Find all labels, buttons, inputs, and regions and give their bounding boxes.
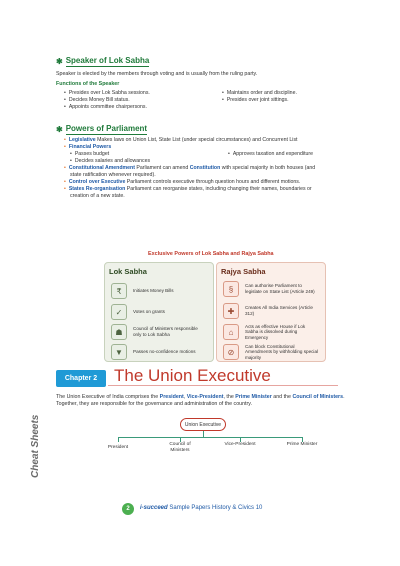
list-item: • States Re-organisation Parliament can reorganise states, including changing their names, boundaries or [64, 186, 312, 192]
block-icon: ⊘ [223, 344, 239, 360]
financial-sublist [64, 151, 364, 165]
chapter-intro: The Union Executive of India comprises the President, Vice-President, the Prime Minister and the Council of Ministers. Together, they are responsible for the governance and administration of the country. [56, 394, 345, 407]
const-continuation: state ratification whenever required). [70, 172, 156, 178]
star-icon: ✱ [56, 57, 63, 66]
chapter-badge: Chapter 2 [56, 370, 106, 387]
chapter-title: The Union Executive [114, 366, 271, 385]
list-item: • Decides salaries and allowances [70, 158, 151, 164]
section-heading-powers: ✱ Powers of Parliament [56, 124, 148, 134]
list-item: • Approves taxation and expenditure [228, 151, 314, 157]
list-item: • Financial Powers [64, 144, 112, 150]
rajya-card-2: ✚ Creates All India Services (Article 312) [219, 300, 323, 322]
list-item: • Maintains order and discipline. [222, 90, 297, 96]
org-child-president: President [107, 445, 129, 450]
org-root: Union Executive [180, 418, 226, 431]
list-item: • Presides over joint sittings. [222, 97, 289, 103]
org-child-vice-president: Vice-President [224, 442, 256, 447]
rajya-sabha-panel [216, 262, 326, 362]
footer-title: i-succeed Sample Papers History & Civics 10 [140, 505, 263, 511]
comparison-title: Exclusive Powers of Lok Sabha and Rajya Sabha [148, 251, 274, 257]
org-branch-line [118, 437, 302, 438]
list-item: • Presides over Lok Sabha sessions. [64, 90, 150, 96]
lok-card-4: ▼ Passes no-confidence motions [107, 341, 211, 363]
side-label: Cheat Sheets [30, 414, 41, 478]
speaker-intro: Speaker is elected by the members through voting and is usually from the ruling party. [56, 71, 258, 77]
vote-icon: ✓ [111, 304, 127, 320]
rajya-sabha-title: Rajya Sabha [221, 267, 266, 276]
rajya-card-1: § Can authorise Parliament to legislate on State List (Article 249) [219, 278, 323, 300]
rajya-card-3: ⌂ Acts as effective House if Lok Sabha is dissolved during Emergency [219, 321, 323, 343]
law-icon: § [223, 281, 239, 297]
list-item: • Constitutional Amendment Parliament can amend Constitution with special majority in both houses (and [64, 165, 316, 171]
list-item: • Appoints committee chairpersons. [64, 104, 147, 110]
org-child-prime-minister: Prime Minister [286, 442, 318, 447]
functions-left-list [64, 90, 150, 111]
functions-title: Functions of the Speaker [56, 81, 120, 87]
lok-card-3: ☗ Council of Ministers responsible only to Lok Sabha [107, 321, 211, 343]
services-icon: ✚ [223, 303, 239, 319]
list-item: • Passes budget [70, 151, 110, 157]
thumbs-down-icon: ▼ [111, 344, 127, 360]
money-bill-icon: ₹ [111, 283, 127, 299]
house-icon: ⌂ [223, 324, 239, 340]
chapter-underline [108, 385, 338, 386]
org-child-council: Council of Ministers [169, 442, 191, 453]
lok-sabha-title: Lok Sabha [109, 267, 147, 276]
org-connector [118, 437, 119, 442]
list-item: • Control over Executive Parliament controls executive through question hours and different motions. [64, 179, 301, 185]
page-number: 2 [122, 503, 134, 515]
powers-list [64, 137, 364, 200]
section-heading-speaker: ✱ Speaker of Lok Sabha [56, 56, 150, 66]
lok-card-2: ✓ Votes on grants [107, 301, 169, 323]
lok-sabha-panel [104, 262, 214, 362]
council-icon: ☗ [111, 324, 127, 340]
star-icon: ✱ [56, 125, 63, 134]
states-continuation: creation of a new state. [70, 193, 125, 199]
rajya-card-4: ⊘ Can block Constitutional Amendments by withholding special majority [219, 341, 323, 363]
functions-right-list [222, 90, 297, 104]
list-item: • Legislative Makes laws on Union List, State List (under special circumstances) and Concurrent List [64, 137, 298, 143]
list-item: • Decides Money Bill status. [64, 97, 130, 103]
lok-card-1: ₹ Initiates Money Bills [107, 280, 178, 302]
